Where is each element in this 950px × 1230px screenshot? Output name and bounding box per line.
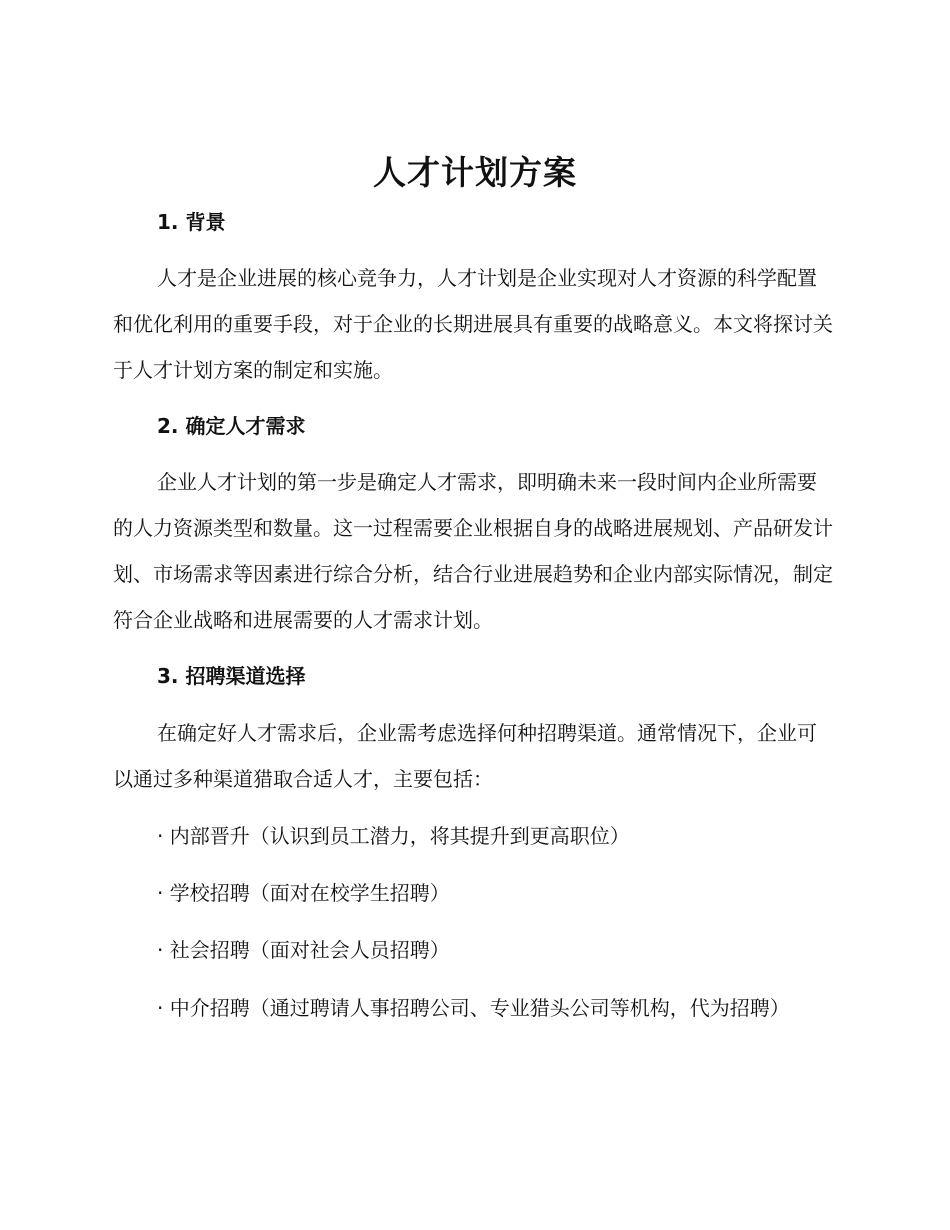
bullet-agency-recruitment: · 中介招聘（通过聘请人事招聘公司、专业猎头公司等机构，代为招聘）: [157, 996, 790, 1020]
bullet-social-recruitment: · 社会招聘（面对社会人员招聘）: [157, 938, 450, 962]
section-heading-recruitment-channels: 3. 招聘渠道选择: [157, 664, 306, 688]
paragraph-recruitment-channels: 在确定好人才需求后，企业需考虑选择何种招聘渠道。通常情况下，企业可以通过多种渠道猎取合适人才，主要包括：: [113, 721, 817, 791]
section-heading-background: 1. 背景: [157, 210, 226, 234]
paragraph-background: 人才是企业进展的核心竞争力，人才计划是企业实现对人才资源的科学配置和优化利用的重要手段，对于企业的长期进展具有重要的战略意义。本文将探讨关于人才计划方案的制定和实施。: [113, 266, 833, 382]
paragraph-talent-demand: 企业人才计划的第一步是确定人才需求，即明确未来一段时间内企业所需要的人力资源类型和数量。这一过程需要企业根据自身的战略进展规划、产品研发计划、市场需求等因素进行综合分析，结合行业进展趋势和企业内部实际情况，制定符合企业战略和进展需要的人才需求计划。: [113, 470, 833, 632]
bullet-internal-promotion: · 内部晋升（认识到员工潜力，将其提升到更高职位）: [157, 824, 630, 848]
bullet-campus-recruitment: · 学校招聘（面对在校学生招聘）: [157, 881, 450, 905]
section-heading-talent-demand: 2. 确定人才需求: [157, 414, 306, 438]
document-title: 人才计划方案: [373, 153, 577, 192]
